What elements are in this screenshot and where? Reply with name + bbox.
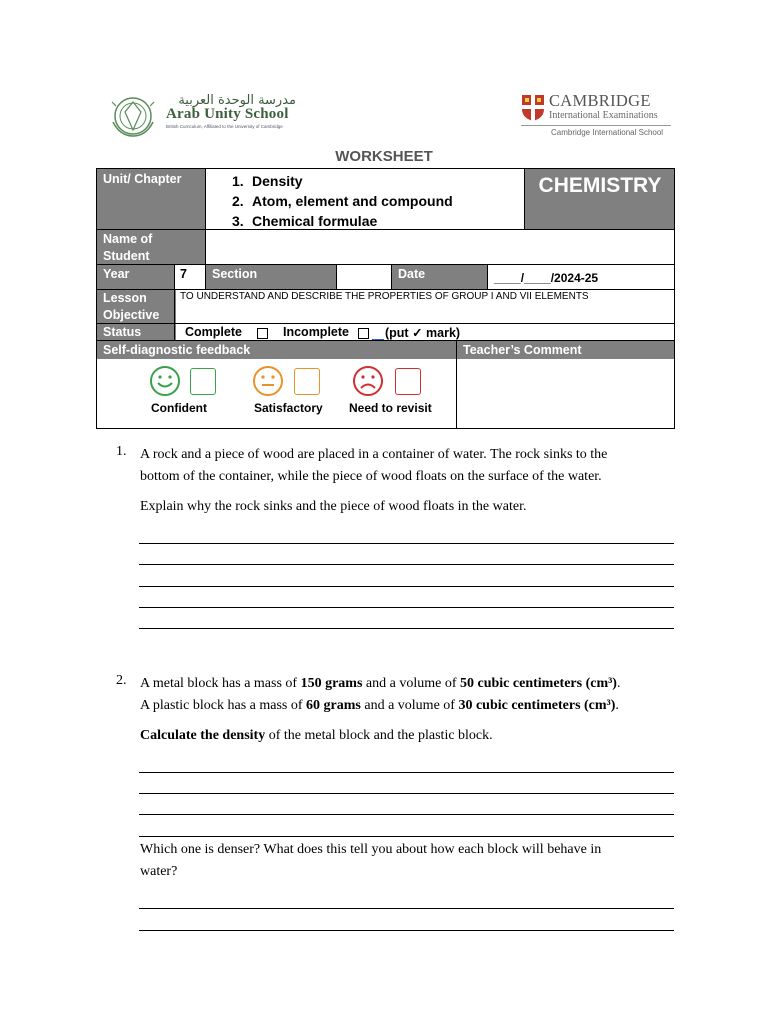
answer-line[interactable]: [139, 607, 674, 608]
status-blank-underline: [372, 339, 384, 340]
unit-item: 2. Atom, element and compound: [232, 193, 453, 209]
status-incomplete-checkbox[interactable]: [358, 328, 369, 339]
self-diagnostic-feedback-label: Self-diagnostic feedback: [103, 343, 251, 357]
date-field[interactable]: ____/____/2024-25: [494, 271, 599, 285]
cambridge-school-label: Cambridge International School: [551, 128, 664, 137]
need-to-revisit-checkbox[interactable]: [395, 368, 421, 395]
question-1-text: A rock and a piece of wood are placed in a container of water. The rock sinks to the bottom of the container, while the piece of wood floats on the surface of the water.: [140, 447, 608, 484]
unit-list: [232, 171, 453, 231]
smiley-neutral-icon: [252, 365, 284, 397]
table-rule: [524, 168, 525, 230]
answer-line[interactable]: [139, 908, 674, 909]
student-name-field[interactable]: [207, 231, 673, 263]
answer-line[interactable]: [139, 793, 674, 794]
date-label: Date: [398, 267, 426, 281]
question-1-number: 1.: [116, 444, 127, 459]
year-value: 7: [180, 267, 187, 281]
status-note: (put ✓ mark): [385, 326, 461, 340]
answer-line[interactable]: [139, 564, 674, 565]
confident-label: Confident: [151, 401, 207, 415]
satisfactory-label: Satisfactory: [254, 401, 323, 415]
unit-item: 1. Density: [232, 173, 303, 189]
question-2-calculate-prompt: Calculate the density of the metal block and the plastic block.: [140, 728, 493, 743]
cambridge-divider: [521, 125, 671, 126]
unit-item: 3. Chemical formulae: [232, 213, 378, 229]
table-rule: [97, 340, 675, 341]
confident-checkbox[interactable]: [190, 368, 216, 395]
status-complete-checkbox[interactable]: [257, 328, 268, 339]
cambridge-shield-logo: [521, 94, 545, 122]
section-field[interactable]: [338, 266, 390, 288]
cambridge-name: CAMBRIDGE: [549, 91, 651, 110]
unit-chapter-label: Unit/ Chapter: [103, 172, 182, 186]
answer-line[interactable]: [139, 586, 674, 587]
table-rule: [174, 264, 175, 341]
table-border-bottom: [97, 428, 675, 429]
need-to-revisit-label: Need to revisit: [349, 401, 432, 415]
table-rule: [97, 264, 675, 265]
cambridge-subtitle: International Examinations: [549, 110, 658, 121]
question-2-denser-prompt: Which one is denser? What does this tell you about how each block will behave in water?: [140, 842, 602, 879]
answer-line[interactable]: [139, 628, 674, 629]
table-border-top: [97, 168, 675, 169]
answer-line[interactable]: [139, 772, 674, 773]
subject-title: CHEMISTRY: [538, 174, 662, 197]
lesson-objective-text: TO UNDERSTAND AND DESCRIBE THE PROPERTIES OF GROUP I AND VII ELEMENTS: [180, 291, 589, 302]
year-label: Year: [103, 267, 130, 281]
arab-unity-school-emblem: [108, 92, 158, 140]
table-rule: [456, 340, 457, 429]
lesson-objective-label: Lesson Objective: [103, 291, 160, 322]
worksheet-title: WORKSHEET: [335, 148, 433, 165]
answer-line[interactable]: [139, 930, 674, 931]
school-tagline: British Curriculum, Affiliated to the University of Cambridge: [166, 124, 283, 129]
satisfactory-checkbox[interactable]: [294, 368, 320, 395]
table-rule: [97, 289, 675, 290]
table-border-right: [674, 168, 675, 429]
section-label: Section: [212, 267, 258, 281]
school-name-arabic: مدرسة الوحدة العربية: [178, 93, 296, 108]
table-rule: [205, 168, 206, 289]
table-border-left: [96, 168, 97, 429]
answer-line[interactable]: [139, 814, 674, 815]
school-name: Arab Unity School: [166, 106, 289, 122]
table-rule: [487, 264, 488, 289]
question-2-text: A metal block has a mass of 150 grams and a volume of 50 cubic centimeters (cm³). A plastic block has a mass of 60 grams and a volume of 30 cubic centimeters (cm³).: [140, 676, 621, 713]
smiley-sad-icon: [352, 365, 384, 397]
teachers-comment-field[interactable]: [458, 361, 673, 427]
status-label: Status: [103, 325, 142, 339]
answer-line[interactable]: [139, 836, 674, 837]
table-rule: [97, 323, 675, 324]
question-1-prompt: Explain why the rock sinks and the piece of wood floats in the water.: [140, 499, 527, 514]
status-incomplete-label: Incomplete: [283, 325, 349, 339]
table-rule: [336, 264, 337, 289]
status-complete-label: Complete: [185, 325, 242, 339]
question-2-number: 2.: [116, 673, 127, 688]
teachers-comment-label: Teacher’s Comment: [463, 343, 582, 357]
name-of-student-label: Name of Student: [103, 232, 153, 263]
table-rule: [391, 264, 392, 289]
answer-line[interactable]: [139, 543, 674, 544]
smiley-happy-icon: [149, 365, 181, 397]
